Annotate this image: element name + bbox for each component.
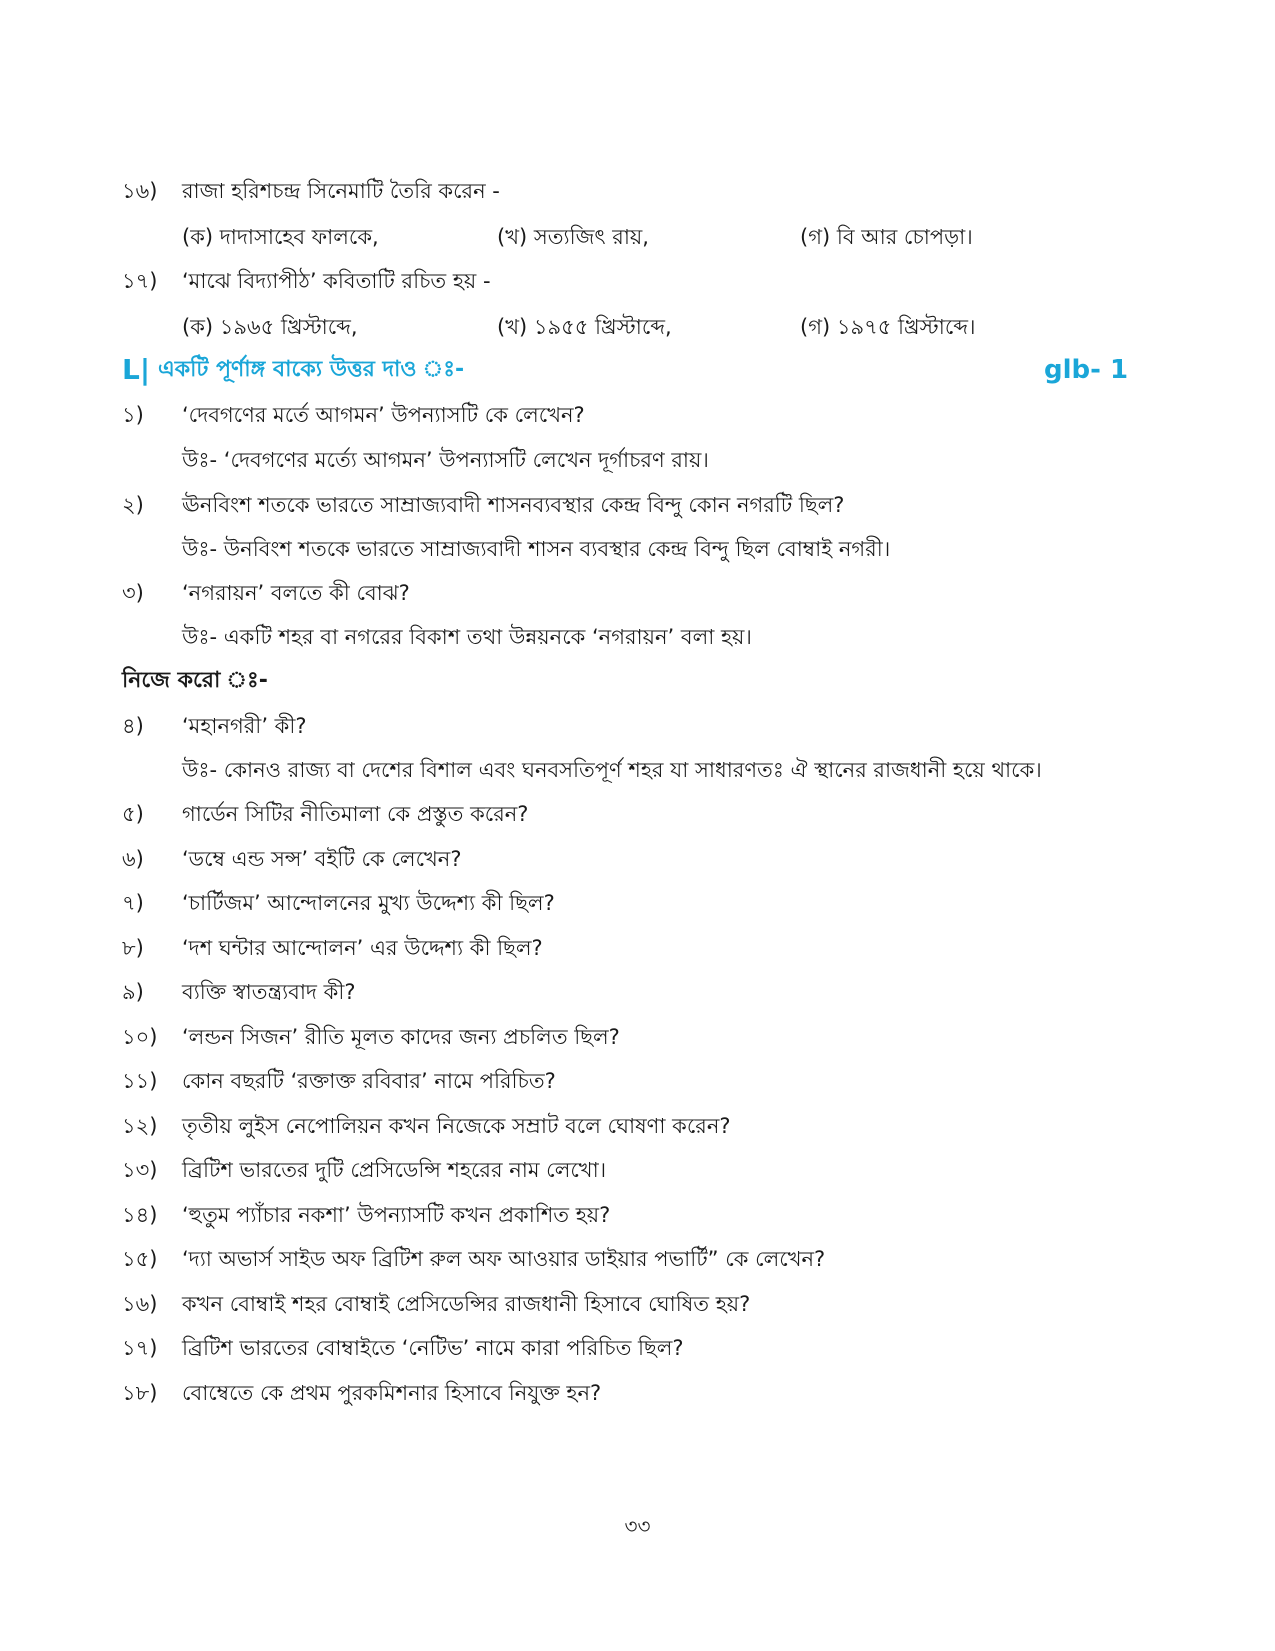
question-text: ব্রিটিশ ভারতের দুটি প্রেসিডেন্সি শহরের নাম লেখো। bbox=[182, 1158, 607, 1182]
section-mark: L| bbox=[122, 353, 151, 386]
question-number: ১৭) bbox=[122, 269, 158, 293]
question-number: ১৬) bbox=[122, 179, 158, 203]
question-text: কোন বছরটি ‘রক্তাক্ত রবিবার’ নামে পরিচিত? bbox=[182, 1069, 556, 1093]
page-number: ৩৩ bbox=[624, 1514, 651, 1538]
question-number: ১৬) bbox=[122, 1292, 158, 1316]
answer-text: উঃ- ‘দেবগণের মর্ত্যে আগমন’ উপন্যাসটি লেখেন দূর্গাচরণ রায়। bbox=[182, 448, 709, 472]
option-kha: (খ) সত্যজিৎ রায়, bbox=[497, 225, 649, 249]
question-text: ঊনবিংশ শতকে ভারতে সাম্রাজ্যবাদী শাসনব্যবস্থার কেন্দ্র বিন্দু কোন নগরটি ছিল? bbox=[182, 493, 845, 517]
question-text: ‘মহানগরী’ কী? bbox=[182, 714, 307, 738]
option-ka: (ক) দাদাসাহেব ফালকে, bbox=[182, 225, 379, 249]
option-ka: (ক) ১৯৬৫ খ্রিস্টাব্দে, bbox=[182, 315, 358, 339]
question-number: ১১) bbox=[122, 1069, 158, 1093]
question-text: ব্রিটিশ ভারতের বোম্বাইতে ‘নেটিভ’ নামে কারা পরিচিত ছিল? bbox=[182, 1336, 684, 1360]
question-text: ‘চার্টিজম’ আন্দোলনের মুখ্য উদ্দেশ্য কী ছিল? bbox=[182, 891, 555, 915]
question-number: ১৩) bbox=[122, 1158, 158, 1182]
question-text: কখন বোম্বাই শহর বোম্বাই প্রেসিডেন্সির রাজধানী হিসাবে ঘোষিত হয়? bbox=[182, 1292, 751, 1316]
question-number: ১৮) bbox=[122, 1381, 158, 1405]
question-number: ৬) bbox=[122, 847, 144, 871]
self-practice-heading: নিজে করো ঃ- bbox=[122, 668, 268, 693]
section-code: glb- 1 bbox=[1044, 355, 1129, 385]
answer-text: উঃ- উনবিংশ শতকে ভারতে সাম্রাজ্যবাদী শাসন ব্যবস্থার কেন্দ্র বিন্দু ছিল বোম্বাই নগরী। bbox=[182, 537, 891, 561]
question-number: ৯) bbox=[122, 980, 144, 1004]
question-text: বোম্বেতে কে প্রথম পুরকমিশনার হিসাবে নিযুক্ত হন? bbox=[182, 1381, 602, 1405]
question-text: ‘হুতুম প্যাঁচার নকশা’ উপন্যাসটি কখন প্রকাশিত হয়? bbox=[182, 1203, 611, 1227]
question-text: ‘দেবগণের মর্তে আগমন’ উপন্যাসটি কে লেখেন? bbox=[182, 403, 585, 427]
question-text: ‘নগরায়ন’ বলতে কী বোঝ? bbox=[182, 581, 410, 605]
question-text: রাজা হরিশচন্দ্র সিনেমাটি তৈরি করেন - bbox=[182, 179, 500, 203]
question-number: ৫) bbox=[122, 802, 144, 826]
question-text: ‘দশ ঘন্টার আন্দোলন’ এর উদ্দেশ্য কী ছিল? bbox=[182, 936, 543, 960]
question-number: ৭) bbox=[122, 891, 144, 915]
question-number: ১৭) bbox=[122, 1336, 158, 1360]
question-text: ব্যক্তি স্বাতন্ত্র্যবাদ কী? bbox=[182, 980, 356, 1004]
question-number: ১৫) bbox=[122, 1247, 158, 1271]
question-number: ১২) bbox=[122, 1114, 158, 1138]
question-number: ৩) bbox=[122, 581, 144, 605]
question-number: ৮) bbox=[122, 936, 144, 960]
option-ga: (গ) ১৯৭৫ খ্রিস্টাব্দে। bbox=[800, 315, 976, 339]
option-ga: (গ) বি আর চোপড়া। bbox=[800, 225, 973, 249]
answer-text: উঃ- কোনও রাজ্য বা দেশের বিশাল এবং ঘনবসতিপূর্ণ শহর যা সাধারণতঃ ঐ স্থানের রাজধানী হয়ে থাকে। bbox=[182, 758, 1042, 782]
question-text: ‘লন্ডন সিজন’ রীতি মূলত কাদের জন্য প্রচলিত ছিল? bbox=[182, 1025, 620, 1049]
question-number: ১৪) bbox=[122, 1203, 158, 1227]
question-text: ‘মাঝে বিদ্যাপীঠ’ কবিতাটি রচিত হয় - bbox=[182, 269, 491, 293]
question-text: গার্ডেন সিটির নীতিমালা কে প্রস্তুত করেন? bbox=[182, 802, 529, 826]
question-number: ১) bbox=[122, 403, 144, 427]
section-title: একটি পূর্ণাঙ্গ বাক্যে উত্তর দাও ঃ- bbox=[158, 357, 465, 382]
question-number: ৪) bbox=[122, 714, 144, 738]
question-text: ‘ডম্বে এন্ড সন্স’ বইটি কে লেখেন? bbox=[182, 847, 462, 871]
option-kha: (খ) ১৯৫৫ খ্রিস্টাব্দে, bbox=[497, 315, 672, 339]
question-text: ‘দ্যা অভার্স সাইড অফ ব্রিটিশ রুল অফ আওয়ার ডাইয়ার পভার্টি” কে লেখেন? bbox=[182, 1247, 826, 1271]
question-number: ১০) bbox=[122, 1025, 158, 1049]
question-text: তৃতীয় লুইস নেপোলিয়ন কখন নিজেকে সম্রাট বলে ঘোষণা করেন? bbox=[182, 1114, 731, 1138]
answer-text: উঃ- একটি শহর বা নগরের বিকাশ তথা উন্নয়নকে ‘নগরায়ন’ বলা হয়। bbox=[182, 625, 752, 649]
question-number: ২) bbox=[122, 493, 144, 517]
